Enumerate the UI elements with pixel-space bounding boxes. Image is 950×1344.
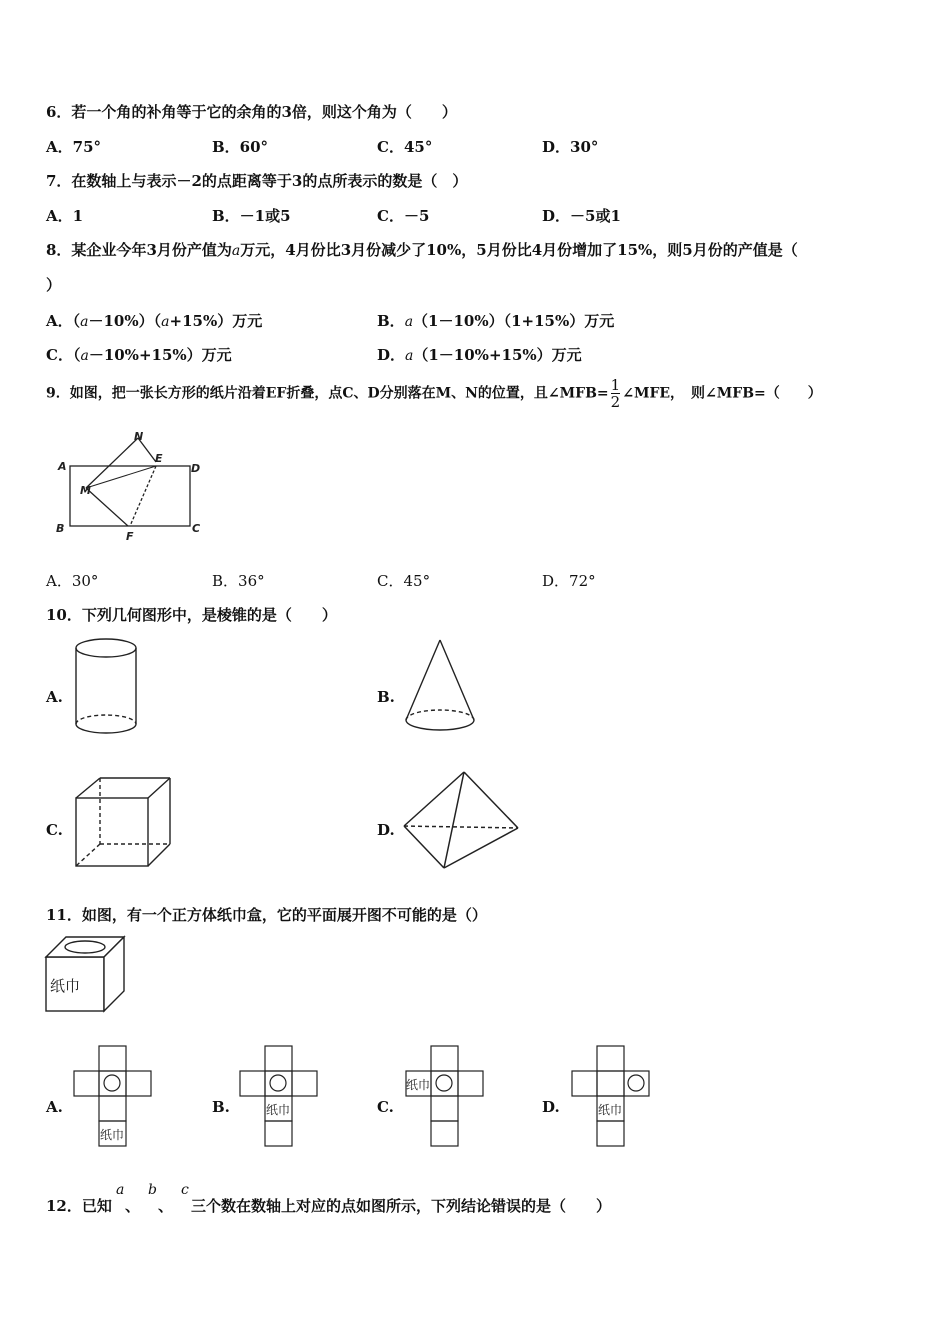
- net-c-figure[interactable]: [404, 1044, 486, 1148]
- q8-stem: 8．某企业今年3月份产值为a万元，4月份比3月份减少了10%，5月份比4月份增加了15%，则5月份的产值是（: [46, 241, 798, 259]
- q10-option-a-label[interactable]: A.: [46, 688, 63, 706]
- net-d-label: 纸巾: [598, 1103, 623, 1117]
- q10-option-b-label[interactable]: B.: [377, 688, 395, 706]
- q9-stem: 9．如图，把一张长方形的纸片沿着EF折叠，点C、D分别落在M、N的位置，且∠MFB= $\frac{1}{2}$ ∠MFE， 则∠MFB=（ ）: [46, 376, 822, 411]
- q12-stem-part1: 12．已知: [46, 1197, 112, 1215]
- q12-separator-1: 、: [125, 1197, 141, 1215]
- label-a: A: [58, 460, 67, 473]
- segment-nm: [86, 438, 138, 488]
- q8-option-c[interactable]: C．（a－10%+15%）万元: [46, 346, 232, 364]
- q9-option-b[interactable]: B．36°: [212, 572, 265, 590]
- q10-stem: 10．下列几何图形中，是棱锥的是（ ）: [46, 606, 337, 624]
- q12-separator-2: 、: [158, 1197, 174, 1215]
- label-f: F: [126, 530, 134, 543]
- cone-figure[interactable]: [400, 636, 484, 740]
- q7-stem: 7．在数轴上与表示－2的点距离等于3的点所表示的数是（ ）: [46, 172, 468, 190]
- q6-option-a[interactable]: A．75°: [46, 138, 102, 156]
- label-d: D: [191, 462, 201, 475]
- q8-stem-line2: ）: [46, 276, 62, 294]
- q11-option-a-label[interactable]: A.: [46, 1098, 63, 1116]
- q11-stem: 11．如图，有一个正方体纸巾盒，它的平面展开图不可能的是（）: [46, 906, 487, 924]
- q12-stem-part2: 三个数在数轴上对应的点如图所示，下列结论错误的是（ ）: [191, 1197, 612, 1215]
- q8-option-b[interactable]: B．a（1－10%）（1+15%）万元: [377, 312, 615, 330]
- net-b-label: 纸巾: [266, 1103, 291, 1117]
- label-n: N: [134, 430, 144, 443]
- tissue-box-figure: [44, 935, 128, 1015]
- label-e: E: [155, 452, 163, 465]
- q6-option-c[interactable]: C．45°: [377, 138, 433, 156]
- cylinder-figure[interactable]: [70, 636, 142, 740]
- label-m: M: [80, 484, 91, 497]
- q8-option-d[interactable]: D．a（1－10%+15%）万元: [377, 346, 582, 364]
- segment-me: [86, 466, 156, 488]
- q8-option-a[interactable]: A．（a－10%）（a+15%）万元: [46, 312, 263, 330]
- segment-mf: [86, 488, 128, 526]
- q12-variable-b: b: [148, 1182, 157, 1198]
- q7-option-c[interactable]: C．－5: [377, 207, 430, 225]
- q6-option-b[interactable]: B．60°: [212, 138, 269, 156]
- cube-figure[interactable]: [70, 772, 176, 872]
- tissue-box-label: 纸巾: [50, 977, 81, 995]
- q9-figure: [50, 430, 220, 550]
- label-c: C: [192, 522, 201, 535]
- q6-option-d[interactable]: D．30°: [542, 138, 599, 156]
- fraction-one-half: $\frac{1}{2}$: [610, 376, 621, 411]
- q6-stem: 6．若一个角的补角等于它的余角的3倍，则这个角为（ ）: [46, 103, 457, 121]
- variable-a: a: [231, 243, 241, 259]
- q10-option-d-label[interactable]: D.: [377, 821, 395, 839]
- label-b: B: [56, 522, 65, 535]
- q9-option-a[interactable]: A．30°: [46, 572, 99, 590]
- q11-option-d-label[interactable]: D.: [542, 1098, 560, 1116]
- q10-option-c-label[interactable]: C.: [46, 821, 63, 839]
- segment-ef: [130, 466, 156, 526]
- q9-option-d[interactable]: D．72°: [542, 572, 596, 590]
- q9-option-c[interactable]: C．45°: [377, 572, 431, 590]
- q12-variable-c: c: [181, 1182, 189, 1198]
- q11-option-c-label[interactable]: C.: [377, 1098, 394, 1116]
- q11-option-b-label[interactable]: B.: [212, 1098, 230, 1116]
- q12-variable-a: a: [116, 1182, 125, 1198]
- q7-option-d[interactable]: D．－5或1: [542, 207, 621, 225]
- net-a-figure[interactable]: [72, 1044, 154, 1148]
- q7-option-b[interactable]: B．－1或5: [212, 207, 291, 225]
- net-d-figure[interactable]: [570, 1044, 652, 1148]
- q7-option-a[interactable]: A．1: [46, 207, 84, 225]
- net-c-label: 纸巾: [406, 1078, 431, 1092]
- pyramid-figure[interactable]: [400, 768, 524, 874]
- net-b-figure[interactable]: [238, 1044, 320, 1148]
- net-a-label: 纸巾: [100, 1128, 125, 1142]
